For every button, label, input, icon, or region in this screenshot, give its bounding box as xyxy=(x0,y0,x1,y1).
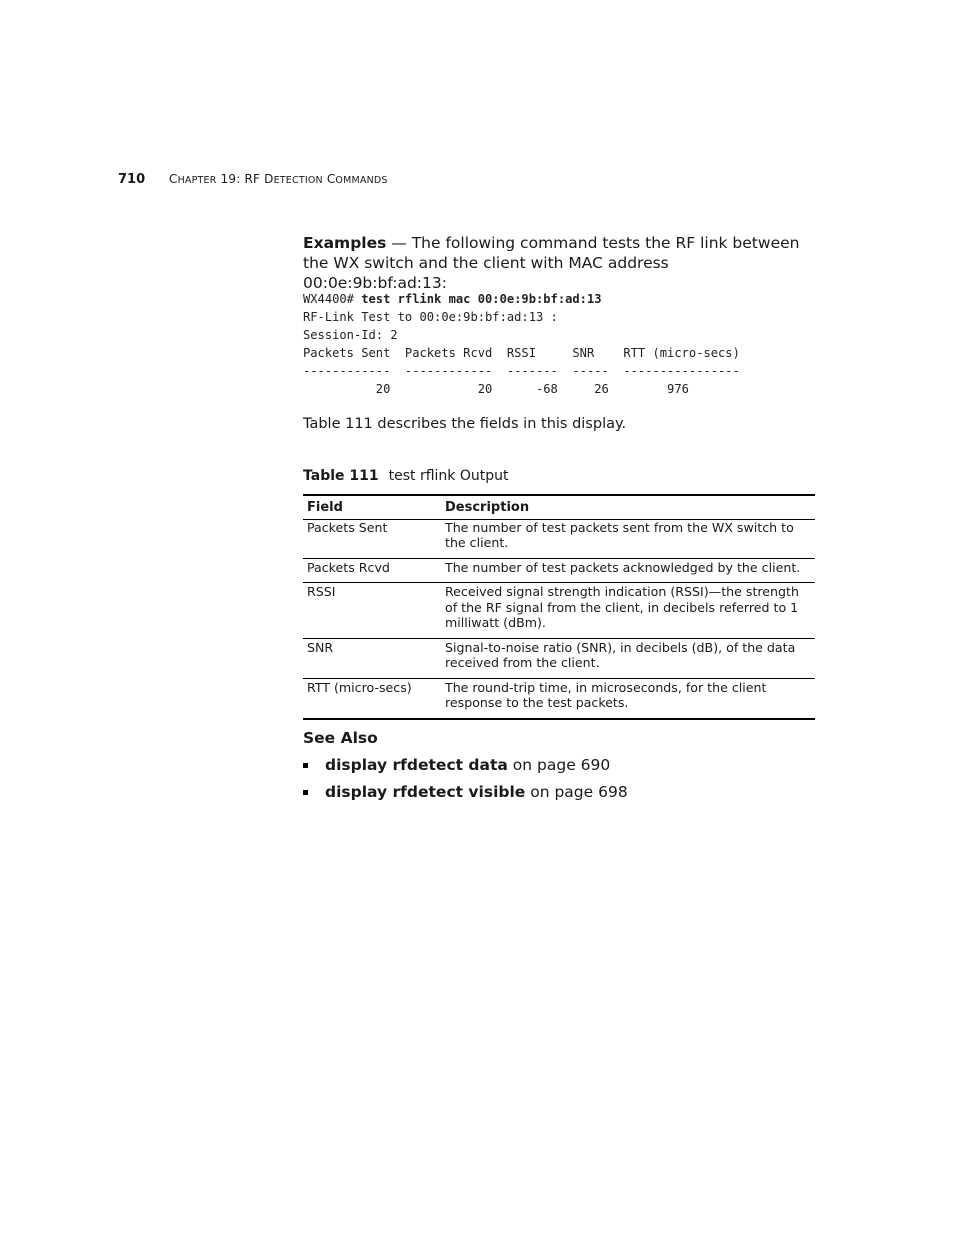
table-caption-title: test rflink Output xyxy=(388,468,509,484)
page-number: 710 xyxy=(118,172,146,187)
cli-command: test rflink mac 00:0e:9b:bf:ad:13 xyxy=(361,292,602,306)
chapter-title: CHAPTER 19: RF DETECTION COMMANDS xyxy=(168,172,388,186)
examples-label: Examples xyxy=(303,234,387,252)
cli-line: 20 20 -68 26 976 xyxy=(303,382,689,396)
cli-line: Packets Sent Packets Rcvd RSSI SNR RTT (micro-secs) xyxy=(303,346,740,360)
examples-text: — The following command tests the RF link between the WX switch and the client with MAC address 00:0e:9b:bf:ad:13: xyxy=(303,234,800,292)
description-cell: The number of test packets acknowledged by the client. xyxy=(441,558,815,583)
field-cell: Packets Sent xyxy=(307,519,388,535)
see-also-command: display rfdetect visible xyxy=(325,783,526,801)
field-cell: Packets Rcvd xyxy=(303,558,441,583)
bullet-icon xyxy=(303,790,308,795)
cli-prompt: WX4400# xyxy=(303,292,362,306)
cli-output xyxy=(303,290,740,398)
see-also-page: on page 690 xyxy=(507,756,611,774)
description-cell: The number of test packets sent from the WX switch to the client. xyxy=(445,519,794,550)
see-also-item[interactable] xyxy=(303,781,628,808)
column-header-field: Field xyxy=(303,495,441,519)
see-also-list xyxy=(303,754,628,808)
table-row xyxy=(303,558,815,583)
table-row xyxy=(303,638,815,678)
cli-line: Session-Id: 2 xyxy=(303,328,398,342)
table-row xyxy=(303,583,815,639)
description-cell: Received signal strength indication (RSSI)—the strength of the RF signal from the client, in decibels referred to 1 milliwatt (dBm). xyxy=(441,583,815,639)
running-header xyxy=(118,172,388,187)
table-row xyxy=(303,519,815,558)
bullet-icon xyxy=(303,763,308,768)
see-also-item[interactable] xyxy=(303,754,628,781)
table-row xyxy=(303,678,815,719)
examples-paragraph xyxy=(303,233,815,293)
field-cell: RSSI xyxy=(303,583,441,639)
cli-line: ------------ ------------ ------- ----- ---------------- xyxy=(303,364,740,378)
table-intro: Table 111 describes the fields in this display. xyxy=(303,416,627,432)
see-also-command: display rfdetect data xyxy=(325,756,508,774)
table-caption-label: Table 111 xyxy=(303,468,379,484)
cli-line: RF-Link Test to 00:0e:9b:bf:ad:13 : xyxy=(303,310,558,324)
see-also-page: on page 698 xyxy=(525,783,628,801)
output-fields-table xyxy=(303,494,815,720)
see-also-heading: See Also xyxy=(303,729,378,747)
description-cell: The round-trip time, in microseconds, for the client response to the test packets. xyxy=(441,678,815,719)
table-caption xyxy=(303,468,815,484)
field-cell: RTT (micro-secs) xyxy=(303,678,441,719)
description-cell: Signal-to-noise ratio (SNR), in decibels (dB), of the data received from the client. xyxy=(441,638,815,678)
column-header-description: Description xyxy=(441,495,815,519)
table-header-row xyxy=(303,495,815,519)
field-cell: SNR xyxy=(303,638,441,678)
